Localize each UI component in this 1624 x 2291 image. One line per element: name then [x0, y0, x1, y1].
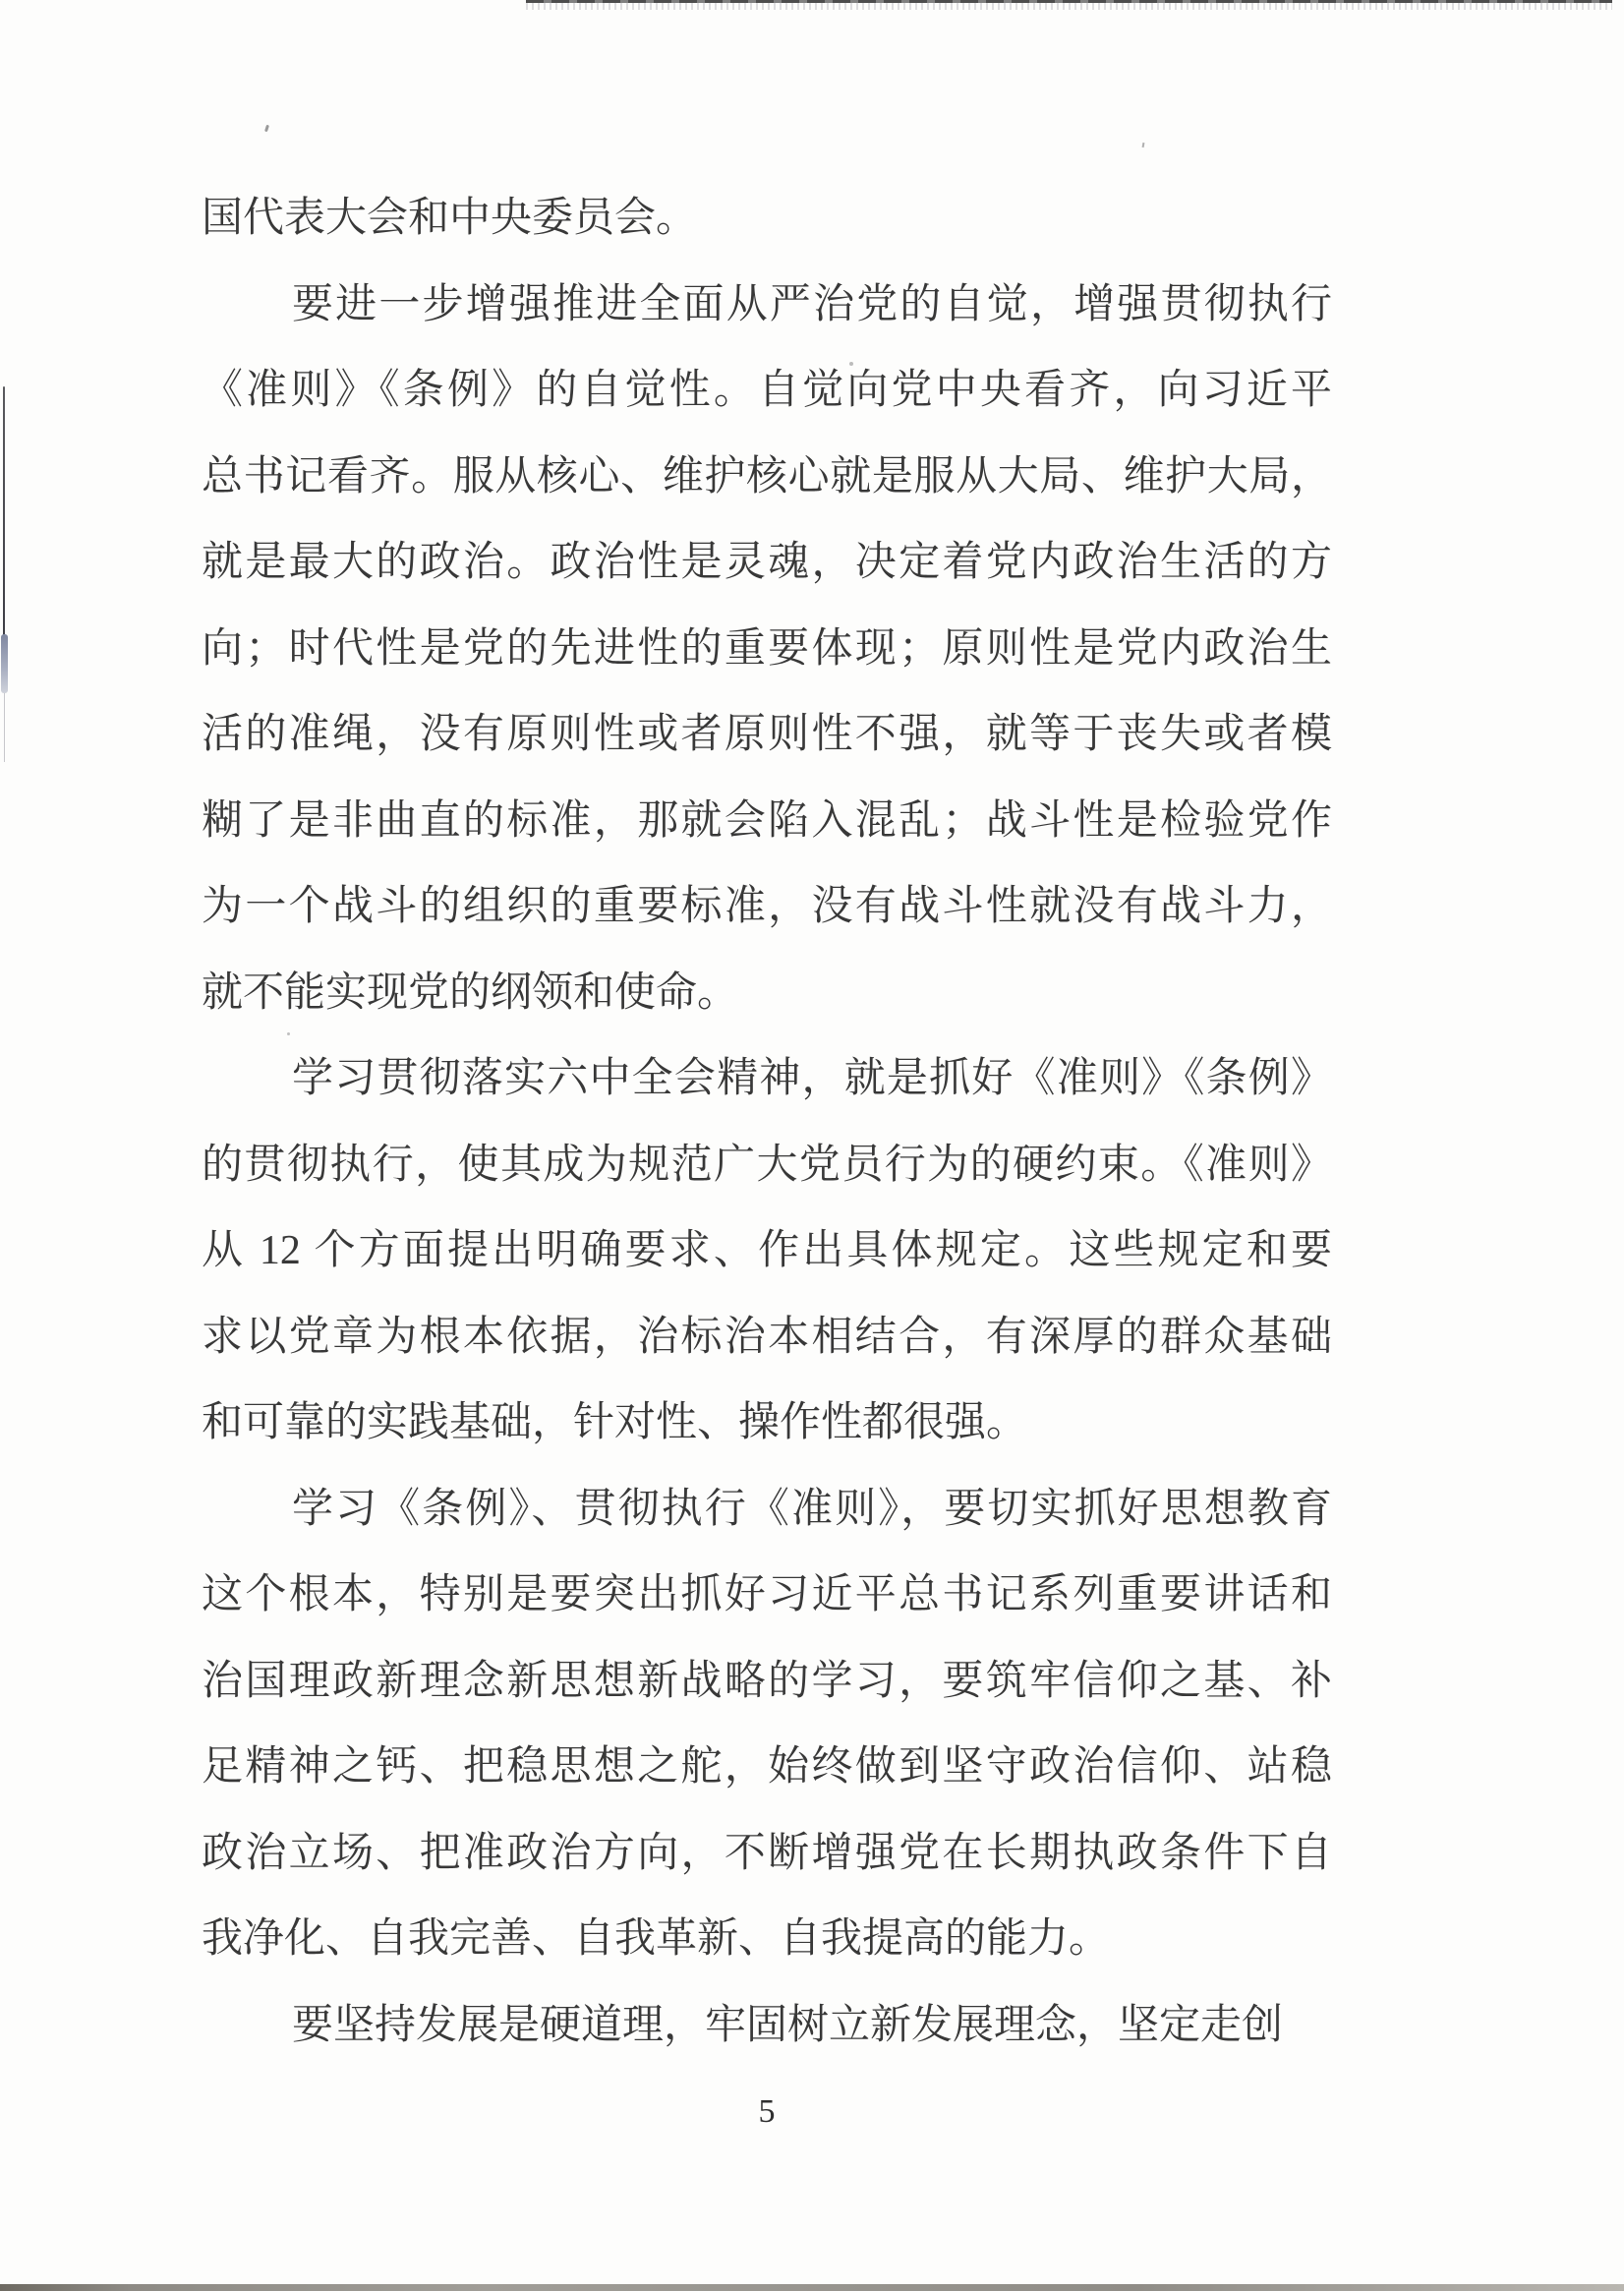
text-line: 向；时代性是党的先进性的重要体现；原则性是党内政治生 — [202, 625, 1332, 672]
text-line: 国代表大会和中央委员会。 — [202, 196, 698, 241]
text-body — [202, 176, 1332, 2069]
scan-artifact-bottom-edge — [0, 2284, 1624, 2291]
text-line: 从 12 个方面提出明确要求、作出具体规定。这些规定和要 — [202, 1228, 1332, 1273]
text-line: 要进一步增强推进全面从严治党的自觉，增强贯彻执行 — [292, 281, 1332, 327]
text-line: 我净化、自我完善、自我革新、自我提高的能力。 — [202, 1916, 1111, 1962]
paragraph — [202, 1983, 1332, 2070]
text-line: 总书记看齐。服从核心、维护核心就是服从大局、维护大局， — [202, 453, 1332, 499]
scan-artifact-blue-mark — [1, 634, 8, 693]
text-line: 就是最大的政治。政治性是灵魂，决定着党内政治生活的方 — [202, 540, 1332, 585]
text-line: 为一个战斗的组织的重要标准，没有战斗性就没有战斗力， — [202, 884, 1332, 929]
text-line: 学习贯彻落实六中全会精神，就是抓好《准则》《条例》 — [292, 1056, 1332, 1101]
text-line: 学习《条例》、贯彻执行《准则》，要切实抓好思想教育 — [292, 1486, 1332, 1532]
text-line: 治国理政新理念新思想新战略的学习，要筑牢信仰之基、补 — [202, 1658, 1332, 1704]
document-text — [202, 176, 1332, 2155]
text-line: 和可靠的实践基础，针对性、操作性都很强。 — [202, 1400, 1028, 1445]
text-line: 活的准绳，没有原则性或者原则性不强，就等于丧失或者模 — [202, 712, 1332, 757]
paragraph — [202, 1467, 1332, 1983]
text-line: 《准则》《条例》的自觉性。自觉向党中央看齐，向习近平 — [202, 368, 1332, 413]
text-line: 政治立场、把准政治方向，不断增强党在长期执政条件下自 — [202, 1830, 1332, 1876]
scan-artifact-top-edge-line — [526, 0, 1612, 3]
text-line: 就不能实现党的纲领和使命。 — [202, 969, 739, 1016]
text-line: 这个根本，特别是要突出抓好习近平总书记系列重要讲话和 — [202, 1572, 1332, 1617]
paragraph — [202, 176, 1332, 263]
text-line: 要坚持发展是硬道理，牢固树立新发展理念，坚定走创 — [292, 2002, 1284, 2048]
text-line: 糊了是非曲直的标准，那就会陷入混乱；战斗性是检验党作 — [202, 797, 1332, 844]
scan-artifact-speck — [264, 125, 269, 133]
scan-artifact-top-edge-shadow — [526, 3, 1612, 10]
paragraph — [202, 1036, 1332, 1467]
page-number: 5 — [758, 2093, 776, 2130]
paragraph — [202, 263, 1332, 1037]
text-line: 的贯彻执行，使其成为规范广大党员行为的硬约束。《准则》 — [202, 1142, 1332, 1188]
scan-artifact-speck — [1142, 143, 1145, 147]
text-line: 求以党章为根本依据，治标治本相结合，有深厚的群众基础 — [202, 1314, 1332, 1360]
text-line: 足精神之钙、把稳思想之舵，始终做到坚守政治信仰、站稳 — [202, 1744, 1332, 1790]
scan-artifact-left-edge-tail — [4, 693, 5, 762]
scan-artifact-left-edge-line — [3, 386, 5, 642]
